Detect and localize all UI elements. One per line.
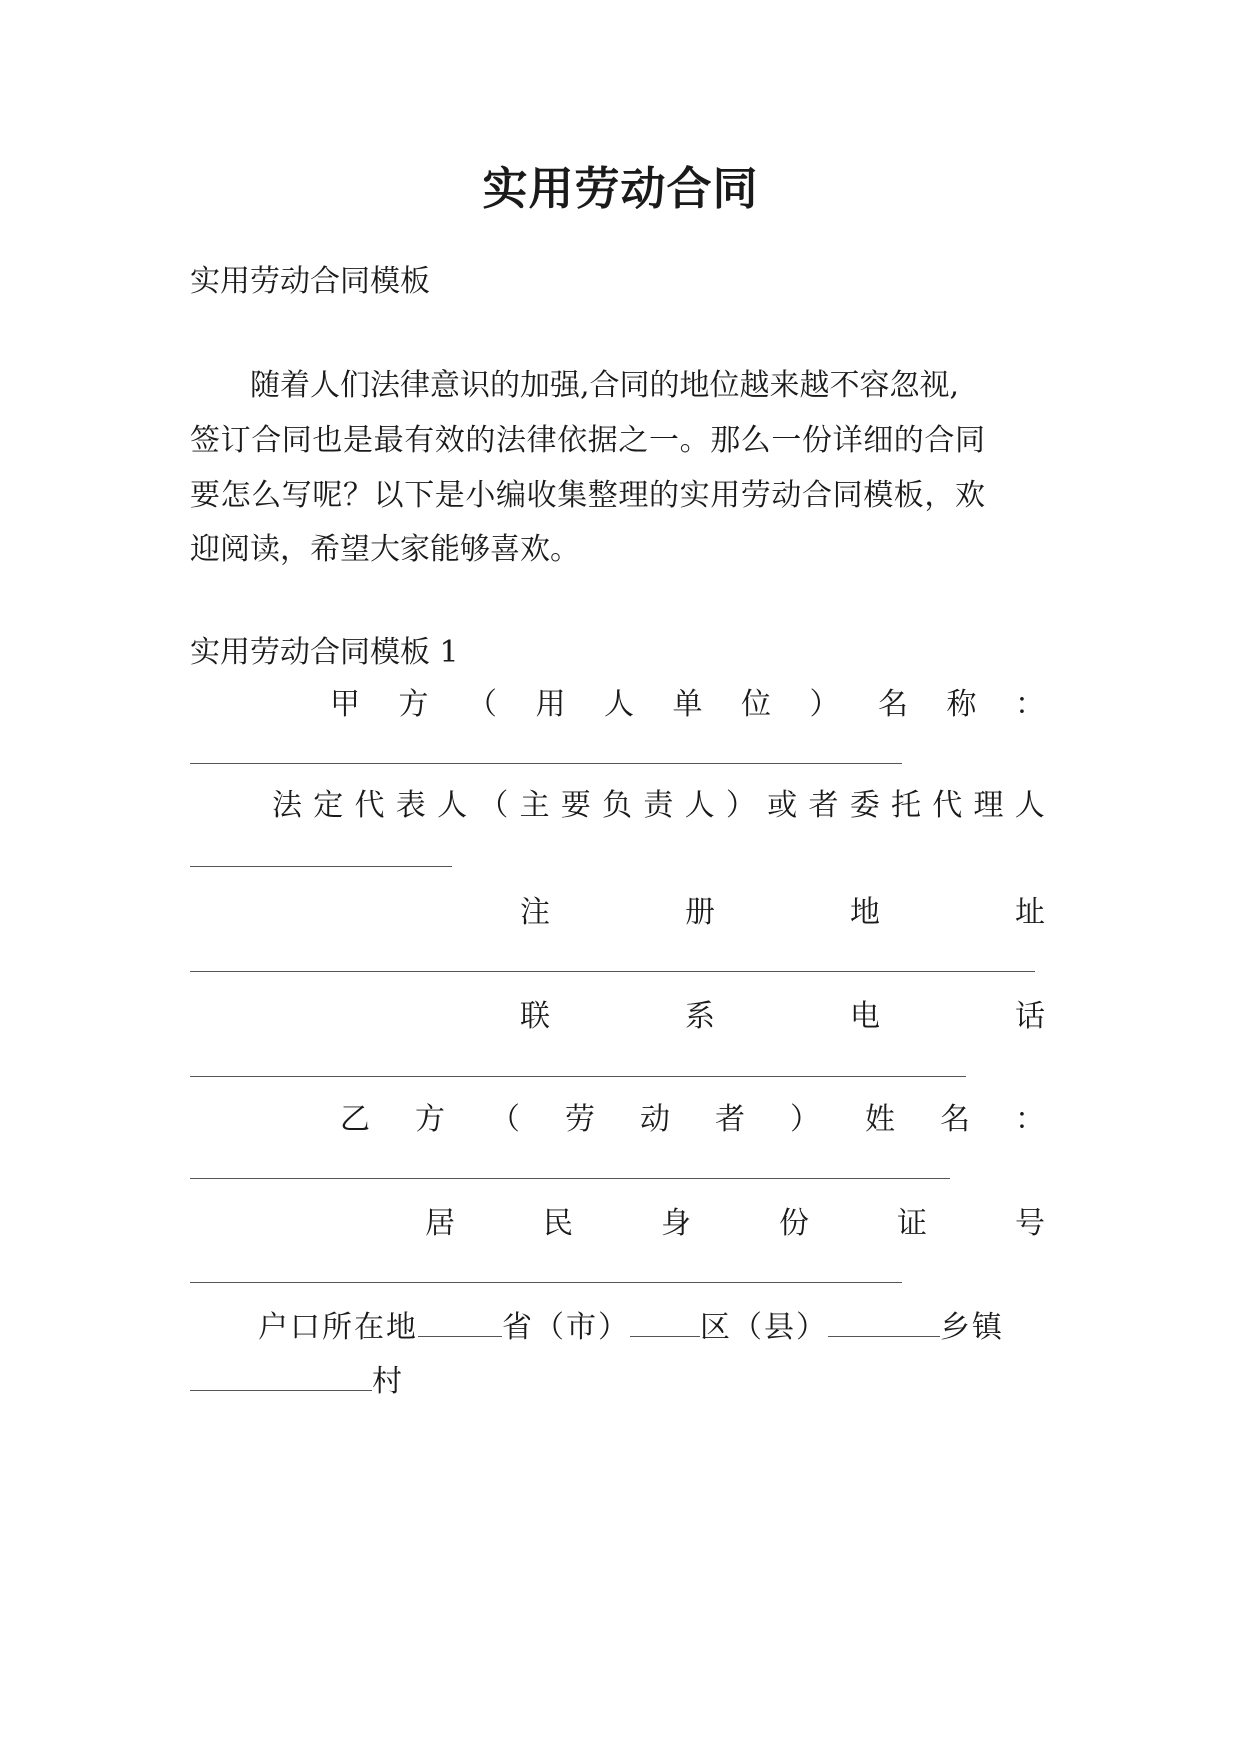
legal-rep-char: 表 <box>395 788 426 823</box>
legal-rep-char: 定 <box>313 788 344 823</box>
town-blank <box>828 1308 940 1337</box>
party-a-name-char: 用 <box>535 687 566 722</box>
legal-rep-char: （ <box>478 788 509 823</box>
party-a-name-char: 名 <box>878 687 908 722</box>
party-a-name-char: （ <box>467 687 497 722</box>
id-number-char: 居 <box>425 1206 455 1241</box>
id-number-char: 份 <box>779 1206 809 1241</box>
legal-rep-char: 托 <box>890 788 921 823</box>
reg-address-blank <box>190 971 1035 972</box>
id-number-char: 身 <box>661 1206 691 1241</box>
party-a-name-char: 方 <box>398 687 429 722</box>
party-b-name-char: ： <box>1015 1102 1045 1137</box>
contact-phone-char: 话 <box>1015 999 1045 1034</box>
document-title: 实用劳动合同 <box>482 162 759 215</box>
district-blank <box>630 1308 700 1337</box>
id-number-char: 号 <box>1015 1206 1045 1241</box>
party-b-name-char: 方 <box>415 1102 445 1137</box>
legal-rep-char: 代 <box>932 788 963 823</box>
legal-rep-char: ） <box>725 788 756 823</box>
contact-phone-char: 系 <box>685 999 715 1034</box>
intro-line-1: 随着人们法律意识的加强,合同的地位越来越不容忽视, <box>250 368 960 403</box>
party-a-name-char: 称 <box>946 687 977 722</box>
intro-line-4: 迎阅读，希望大家能够喜欢。 <box>190 532 580 567</box>
party-b-name-char: 乙 <box>340 1102 370 1137</box>
contact-phone-blank <box>190 1076 966 1077</box>
party-b-name-char: 名 <box>940 1102 970 1137</box>
party-b-name-char: 姓 <box>865 1102 895 1137</box>
party-b-name-char: （ <box>490 1102 520 1137</box>
party-a-name-blank <box>190 763 902 764</box>
contact-phone-label <box>520 997 1045 1037</box>
household-line <box>258 1308 1004 1348</box>
party-b-name-char: 劳 <box>565 1102 595 1137</box>
document-subtitle: 实用劳动合同模板 <box>190 264 430 299</box>
legal-rep-char: 或 <box>767 788 798 823</box>
legal-rep-char: 人 <box>1014 788 1045 823</box>
reg-address-char: 册 <box>685 895 715 930</box>
party-b-name-char: 动 <box>640 1102 670 1137</box>
legal-rep-blank <box>190 866 452 867</box>
legal-rep-char: 委 <box>849 788 880 823</box>
village-blank <box>190 1362 372 1391</box>
legal-rep-char: 理 <box>973 788 1004 823</box>
party-b-name-blank <box>190 1178 950 1179</box>
legal-rep-char: 者 <box>808 788 839 823</box>
legal-rep-char: 人 <box>437 788 468 823</box>
id-number-char: 民 <box>543 1206 573 1241</box>
legal-rep-char: 法 <box>272 788 302 823</box>
province-label: 省（市） <box>502 1310 630 1345</box>
village-label: 村 <box>372 1364 402 1399</box>
party-a-name-label <box>330 685 1045 725</box>
reg-address-char: 址 <box>1015 895 1045 930</box>
province-blank <box>418 1308 502 1337</box>
party-b-name-char: ） <box>790 1102 820 1137</box>
legal-rep-char: 主 <box>519 788 550 823</box>
id-number-blank <box>190 1282 902 1283</box>
village-line <box>190 1362 402 1402</box>
reg-address-char: 地 <box>850 895 880 930</box>
legal-rep-char: 负 <box>602 788 633 823</box>
legal-rep-char: 要 <box>560 788 591 823</box>
town-label: 乡镇 <box>940 1310 1004 1345</box>
household-label: 户口所在地 <box>258 1310 418 1345</box>
party-a-name-char: 人 <box>604 687 634 722</box>
legal-rep-char: 人 <box>684 788 715 823</box>
party-a-name-char: 甲 <box>330 687 360 722</box>
party-b-name-char: 者 <box>715 1102 745 1137</box>
intro-line-3: 要怎么写呢？以下是小编收集整理的实用劳动合同模板，欢 <box>190 478 986 513</box>
party-a-name-char: ： <box>1015 687 1045 722</box>
id-number-char: 证 <box>897 1206 927 1241</box>
district-label: 区（县） <box>700 1310 828 1345</box>
party-a-name-char: 单 <box>672 687 703 722</box>
legal-rep-label <box>272 786 1045 826</box>
reg-address-char: 注 <box>520 895 550 930</box>
contact-phone-char: 电 <box>850 999 880 1034</box>
party-a-name-char: ） <box>809 687 840 722</box>
party-b-name-label <box>340 1100 1045 1140</box>
legal-rep-char: 代 <box>354 788 385 823</box>
party-a-name-char: 位 <box>741 687 771 722</box>
contact-phone-char: 联 <box>520 999 550 1034</box>
id-number-label <box>425 1204 1045 1244</box>
section-heading: 实用劳动合同模板 1 <box>190 635 459 670</box>
legal-rep-char: 责 <box>643 788 674 823</box>
intro-line-2: 签订合同也是最有效的法律依据之一。那么一份详细的合同 <box>190 423 986 458</box>
reg-address-label <box>520 893 1045 933</box>
